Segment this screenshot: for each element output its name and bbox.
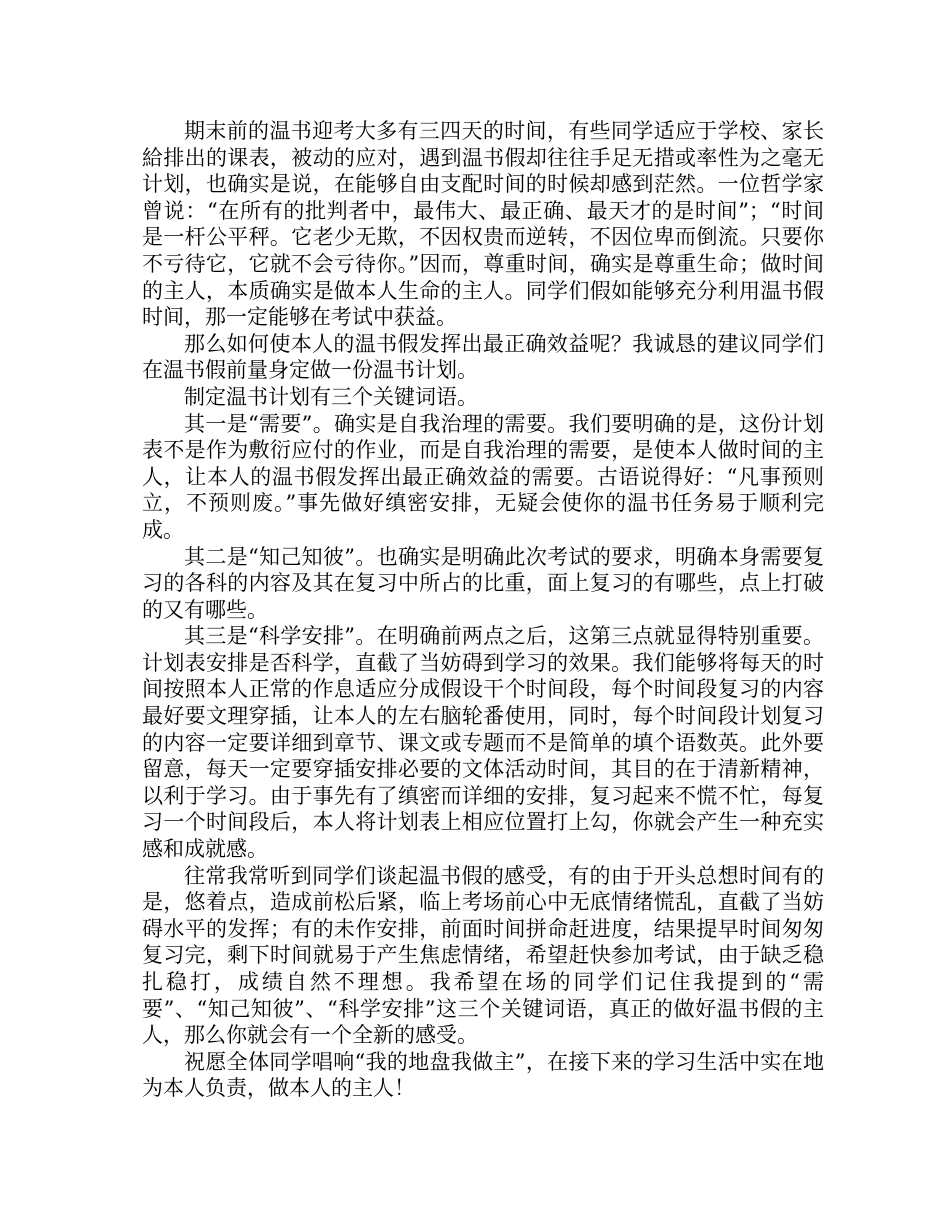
paragraph-5: 其二是“知己知彼”。也确实是明确此次考试的要求，明确本身需要复习的各科的内容及其在复习中所占的比重，面上复习的有哪些，点上打破的又有哪些。 (142, 544, 824, 622)
paragraph-4: 其一是“需要”。确实是自我治理的需要。我们要明确的是，这份计划表不是作为敷衍应付的作业，而是自我治理的需要，是使本人做时间的主人，让本人的温书假发挥出最正确效益的需要。古语说得好：“凡事预则立，不预则废。”事先做好缜密安排，无疑会使你的温书任务易于顺利完成。 (142, 411, 824, 542)
document-body (142, 118, 824, 1102)
paragraph-7: 往常我常听到同学们谈起温书假的感受，有的由于开头总想时间有的是，悠着点，造成前松后紧，临上考场前心中无底情绪慌乱，直截了当妨碍水平的发挥；有的未作安排，前面时间拼命赶进度，结果提早时间匆匆复习完，剩下时间就易于产生焦虑情绪，希望赶快参加考试，由于缺乏稳扎稳打，成绩自然不理想。我希望在场的同学们记住我提到的“需要”、“知己知彼”、“科学安排”这三个关键词语，真正的做好温书假的主人，那么你就会有一个全新的感受。 (142, 863, 824, 1048)
paragraph-1: 期末前的温书迎考大多有三四天的时间，有些同学适应于学校、家长給排出的课表，被动的应对，遇到温书假却往往手足无措或率性为之毫无计划，也确实是说，在能够自由支配时间的时候却感到茫然。一位哲学家曾说：“在所有的批判者中，最伟大、最正确、最天才的是时间”；“时间是一杆公平秤。它老少无欺，不因权贵而逆转，不因位卑而倒流。只要你不亏待它，它就不会亏待你。”因而，尊重时间，确实是尊重生命；做时间的主人，本质确实是做本人生命的主人。同学们假如能够充分利用温书假时间，那一定能够在考试中获益。 (142, 119, 824, 330)
paragraph-3: 制定温书计划有三个关键词语。 (184, 384, 478, 409)
paragraph-6: 其三是“科学安排”。在明确前两点之后，这第三点就显得特别重要。计划表安排是否科学，直截了当妨碍到学习的效果。我们能够将每天的时间按照本人正常的作息适应分成假设干个时间段，每个时间段复习的内容最好要文理穿插，让本人的左右脑轮番使用，同时，每个时间段计划复习的内容一定要详细到章节、课文或专题而不是简单的填个语数英。此外要留意，每天一定要穿插安排必要的文体活动时间，其目的在于清新精神，以利于学习。由于事先有了缜密而详细的安排，复习起来不慌不忙，每复习一个时间段后，本人将计划表上相应位置打上勾，你就会产生一种充实感和成就感。 (142, 624, 824, 862)
paragraph-8: 祝愿全体同学唱响“我的地盘我做主”，在接下来的学习生活中实在地为本人负责，做本人的主人！ (142, 1049, 824, 1101)
paragraph-2: 那么如何使本人的温书假发挥出最正确效益呢？我诚恳的建议同学们在温书假前量身定做一份温书计划。 (142, 331, 824, 383)
